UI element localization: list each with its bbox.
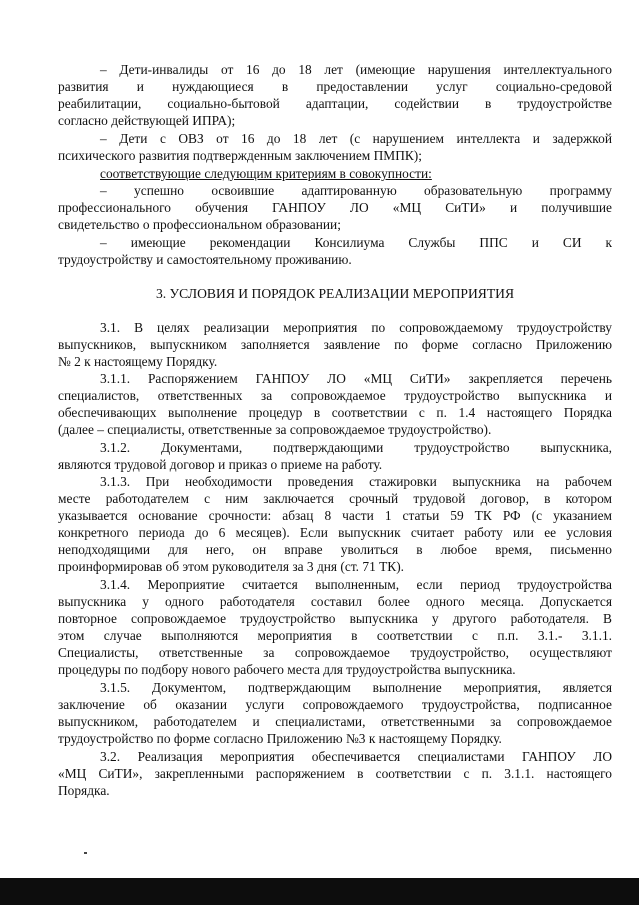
- paragraph-line: выпускников, выпускником заполняется заявление по форме согласно Приложению: [58, 337, 612, 352]
- paragraph-line: № 2 к настоящему Порядку.: [58, 354, 218, 369]
- list-item-line: – успешно освоившие адаптированную образовательную программу: [100, 183, 612, 198]
- paragraph-line: Порядка.: [58, 783, 110, 798]
- paragraph-line: месте работодателем с ним заключается срочный трудовой договор, в котором: [58, 491, 612, 506]
- paragraph-line: 3.1.4. Мероприятие считается выполненным, если период трудоустройства: [100, 577, 612, 592]
- paragraph-line: 3.1.3. При необходимости проведения стажировки выпускника на рабочем: [100, 474, 612, 489]
- paragraph-line: обеспечивающих выполнение процедур в соответствии с п. 1.4 настоящего Порядка: [58, 405, 612, 420]
- list-item-line: психического развития подтвержденным заключением ПМПК);: [58, 148, 422, 163]
- list-item-line: – имеющие рекомендации Консилиума Службы ППС и СИ к: [100, 235, 612, 250]
- paragraph-line: выпускником, работодателем и специалистами, ответственными за сопровождаемое: [58, 714, 612, 729]
- paragraph-line: 3.2. Реализация мероприятия обеспечивается специалистами ГАНПОУ ЛО: [100, 749, 612, 764]
- paragraph-line: этом случае выполняются мероприятия в соответствии с п.п. 3.1.- 3.1.1.: [58, 628, 612, 643]
- section-title: 3. УСЛОВИЯ И ПОРЯДОК РЕАЛИЗАЦИИ МЕРОПРИЯТИЯ: [155, 286, 515, 301]
- paragraph-line: 3.1. В целях реализации мероприятия по сопровождаемому трудоустройству: [100, 320, 612, 335]
- list-item-line: трудоустройству и самостоятельному проживанию.: [58, 252, 352, 267]
- list-item-line: реабилитации, социально-бытовой адаптации, содействии в трудоустройстве: [58, 96, 612, 111]
- paragraph-line: трудоустройство по форме согласно Приложению №3 к настоящему Порядку.: [58, 731, 502, 746]
- scan-edge-band: [0, 878, 639, 905]
- paragraph-line: неподходящими для него, он вправе уволиться в любое время, письменно: [58, 542, 612, 557]
- paragraph-line: являются трудовой договор и приказ о приеме на работу.: [58, 457, 383, 472]
- list-item-line: профессионального обучения ГАНПОУ ЛО «МЦ СиТИ» и получившие: [58, 200, 612, 215]
- paragraph-line: процедуры по подбору нового рабочего места для трудоустройства выпускника.: [58, 662, 516, 677]
- list-item-line: согласно действующей ИПРА);: [58, 113, 236, 128]
- list-item-line: развития и нуждающиеся в предоставлении услуг социально-средовой: [58, 79, 612, 94]
- paragraph-line: 3.1.2. Документами, подтверждающими трудоустройство выпускника,: [100, 440, 612, 455]
- list-item-line: – Дети-инвалиды от 16 до 18 лет (имеющие нарушения интеллектуального: [100, 62, 612, 77]
- paragraph-line: заключение об оказании услуги сопровождаемого трудоустройства, подписанное: [58, 697, 612, 712]
- paragraph-line: конкретного периода до 6 месяцев). Если выпускник считает работу или ее условия: [58, 525, 612, 540]
- paragraph-line: повторное сопровождаемое трудоустройство выпускника у другого работодателя. В: [58, 611, 612, 626]
- paragraph-line: специалистов, ответственных за сопровождаемое трудоустройство выпускника и: [58, 388, 612, 403]
- paragraph-line: выпускника у одного работодателя составил более одного месяца. Допускается: [58, 594, 612, 609]
- paragraph-line: 3.1.1. Распоряжением ГАНПОУ ЛО «МЦ СиТИ» закрепляется перечень: [100, 371, 612, 386]
- paragraph-line: Специалисты, ответственные за сопровождаемое трудоустройство, осуществляют: [58, 645, 612, 660]
- paragraph-line: указывается основание срочности: абзац 8 части 1 статьи 59 ТК РФ (с указанием: [58, 508, 612, 523]
- scan-speck: [84, 852, 87, 854]
- paragraph-line: (далее – специалисты, ответственные за сопровождаемое трудоустройство).: [58, 422, 492, 437]
- list-item-line: – Дети с ОВЗ от 16 до 18 лет (с нарушением интеллекта и задержкой: [100, 131, 612, 146]
- criteria-heading: соответствующие следующим критериям в совокупности:: [100, 166, 432, 181]
- paragraph-line: 3.1.5. Документом, подтверждающим выполнение мероприятия, является: [100, 680, 612, 695]
- list-item-line: свидетельство о профессиональном образовании;: [58, 217, 341, 232]
- paragraph-line: «МЦ СиТИ», закрепленными распоряжением в соответствии с п. 3.1.1. настоящего: [58, 766, 612, 781]
- paragraph-line: проинформировав об этом руководителя за 3 дня (ст. 71 ТК).: [58, 559, 405, 574]
